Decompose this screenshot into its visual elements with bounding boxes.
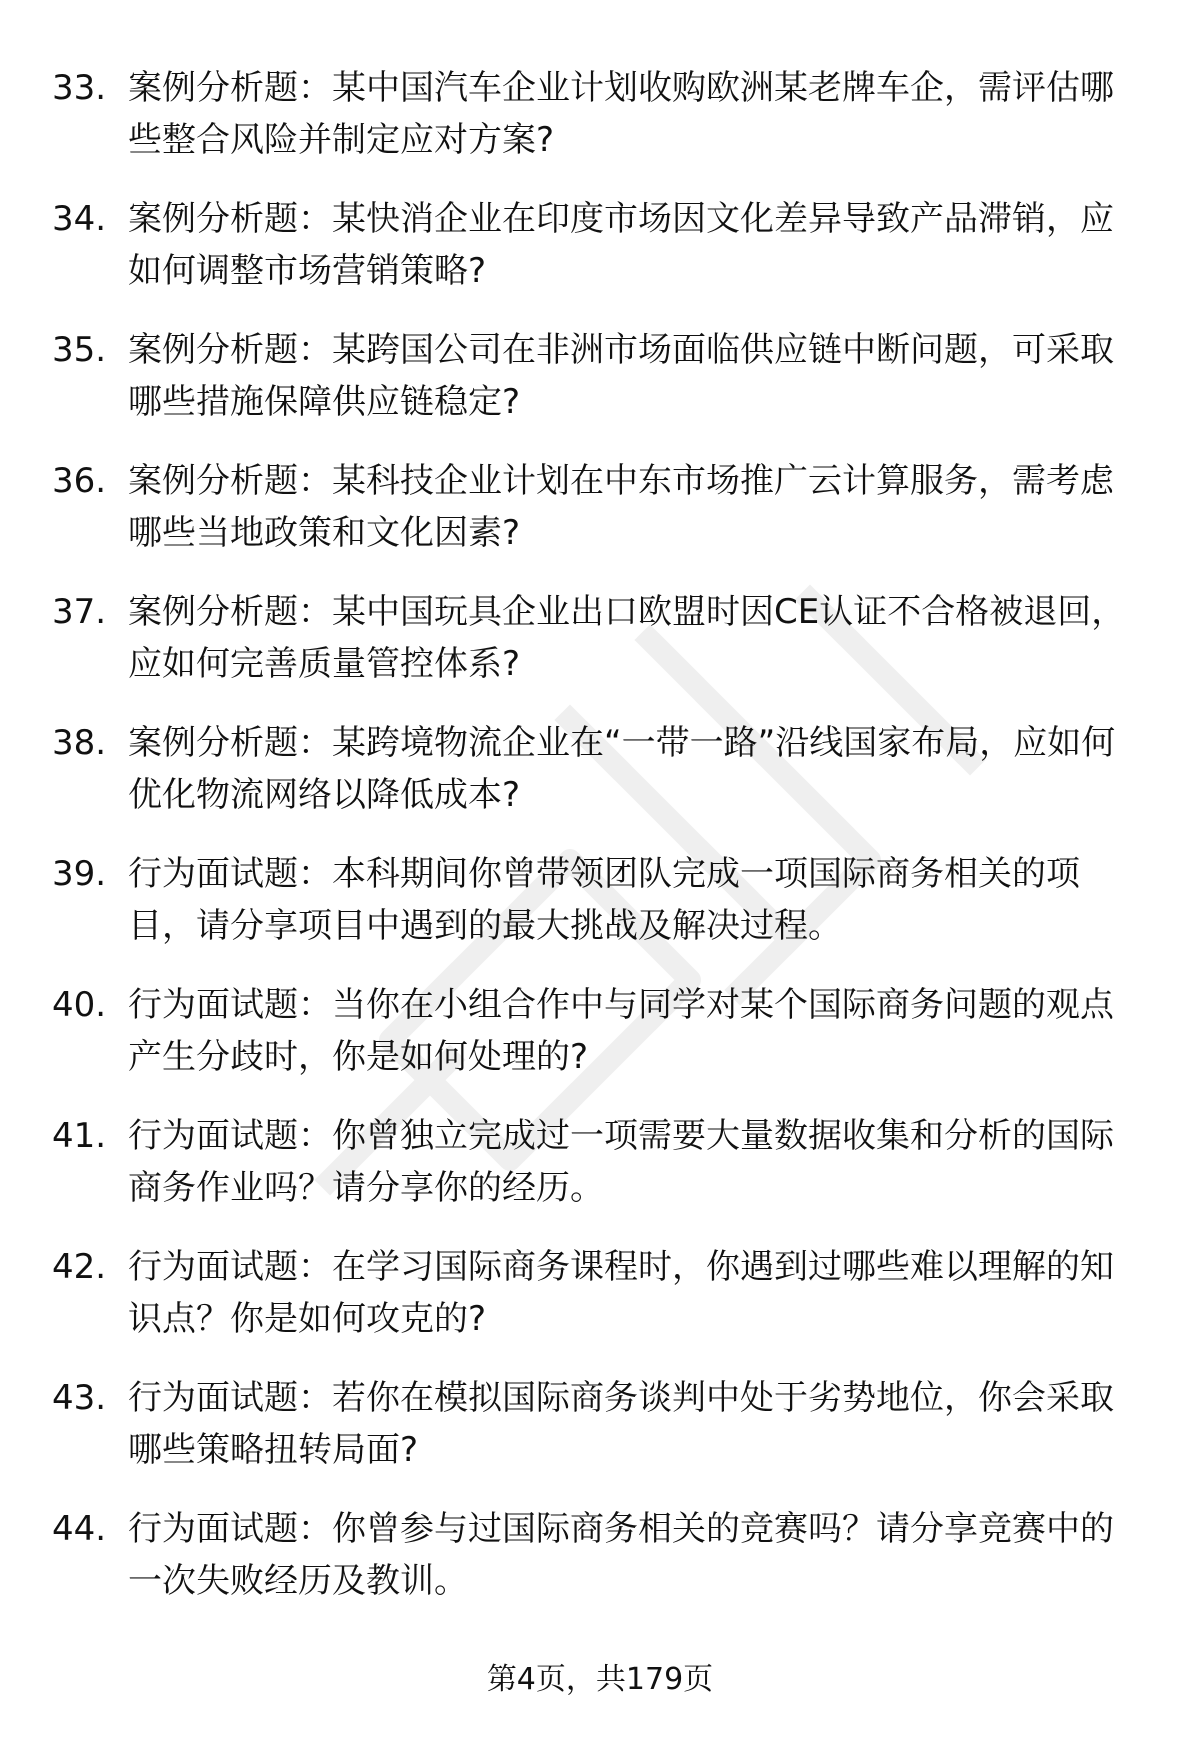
question-text: 行为面试题：若你在模拟国际商务谈判中处于劣势地位，你会采取哪些策略扭转局面? (128, 1378, 1114, 1470)
question-number: 36. (52, 461, 107, 501)
question-text: 案例分析题：某跨境物流企业在“一带一路”沿线国家布局，应如何优化物流网络以降低成本? (128, 723, 1116, 815)
list-item (0, 1372, 1200, 1503)
question-text: 案例分析题：某中国汽车企业计划收购欧洲某老牌车企，需评估哪些整合风险并制定应对方案? (128, 68, 1114, 160)
question-number: 39. (52, 854, 107, 894)
list-item (0, 1503, 1200, 1634)
question-number: 37. (52, 592, 107, 632)
page-footer: 第4页，共179页 (486, 1662, 714, 1697)
question-number: 35. (52, 330, 107, 370)
list-item (0, 324, 1200, 455)
list-item (0, 848, 1200, 979)
list-item (0, 62, 1200, 193)
question-number: 33. (52, 68, 107, 108)
question-text: 行为面试题：你曾参与过国际商务相关的竞赛吗？请分享竞赛中的一次失败经历及教训。 (128, 1509, 1114, 1601)
question-number: 41. (52, 1116, 107, 1156)
question-number: 42. (52, 1247, 107, 1287)
list-item (0, 455, 1200, 586)
question-text: 行为面试题：在学习国际商务课程时，你遇到过哪些难以理解的知识点？你是如何攻克的? (128, 1247, 1114, 1339)
question-number: 43. (52, 1378, 107, 1418)
question-number: 34. (52, 199, 107, 239)
list-item (0, 1110, 1200, 1241)
question-number: 44. (52, 1509, 107, 1549)
question-text: 行为面试题：本科期间你曾带领团队完成一项国际商务相关的项目，请分享项目中遇到的最大挑战及解决过程。 (128, 854, 1080, 946)
question-number: 38. (52, 723, 107, 763)
question-text: 案例分析题：某科技企业计划在中东市场推广云计算服务，需考虑哪些当地政策和文化因素? (128, 461, 1114, 553)
list-item (0, 193, 1200, 324)
question-text: 案例分析题：某快消企业在印度市场因文化差异导致产品滞销，应如何调整市场营销策略? (128, 199, 1114, 291)
question-text: 行为面试题：你曾独立完成过一项需要大量数据收集和分析的国际商务作业吗？请分享你的经历。 (128, 1116, 1114, 1208)
list-item (0, 586, 1200, 717)
list-item (0, 979, 1200, 1110)
question-text: 案例分析题：某跨国公司在非洲市场面临供应链中断问题，可采取哪些措施保障供应链稳定? (128, 330, 1114, 422)
question-number: 40. (52, 985, 107, 1025)
list-item (0, 717, 1200, 848)
question-list (0, 62, 1200, 1634)
question-text: 案例分析题：某中国玩具企业出口欧盟时因CE认证不合格被退回，应如何完善质量管控体系? (128, 592, 1126, 684)
question-text: 行为面试题：当你在小组合作中与同学对某个国际商务问题的观点产生分歧时，你是如何处理的? (128, 985, 1114, 1077)
list-item (0, 1241, 1200, 1372)
